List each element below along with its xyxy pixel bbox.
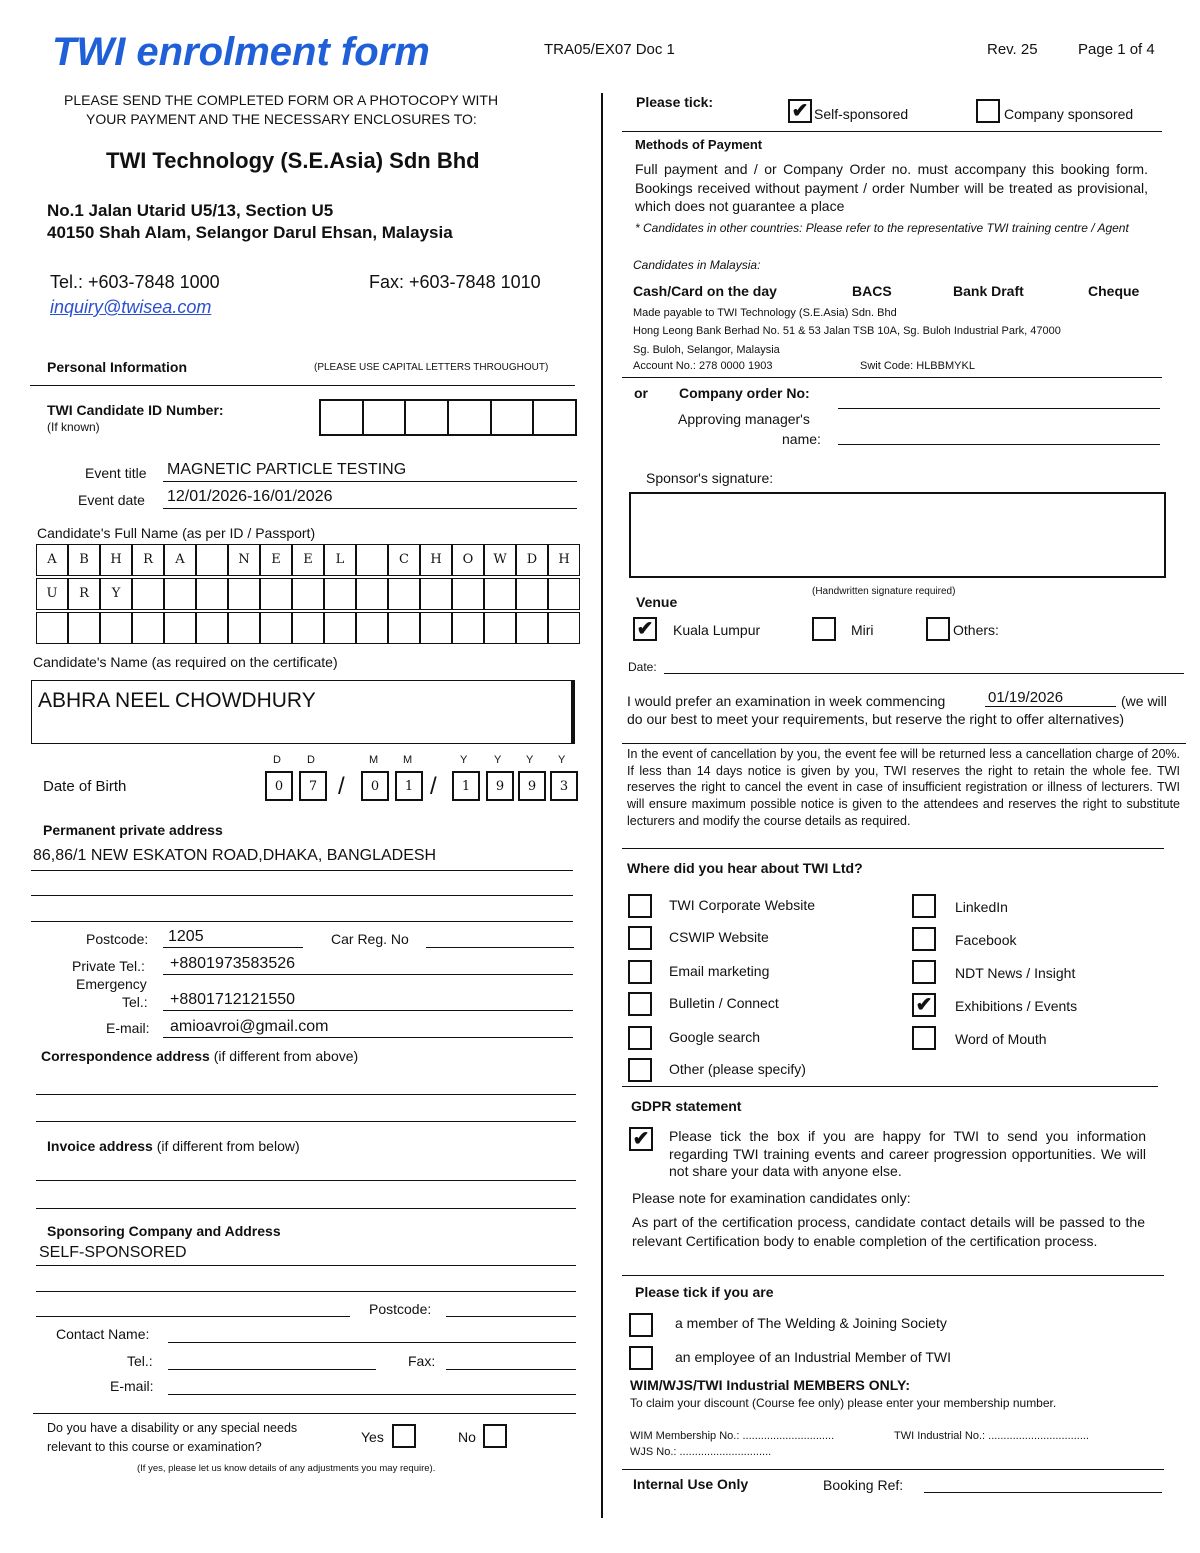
name-letter-cell[interactable] xyxy=(484,612,516,644)
hear-about-heading: Where did you hear about TWI Ltd? xyxy=(627,860,863,876)
name-letter-cell[interactable] xyxy=(196,578,228,610)
send-line-1: PLEASE SEND THE COMPLETED FORM OR A PHOTOCOPY WITH xyxy=(64,92,499,108)
sponsor-tel-label: Tel.: xyxy=(127,1353,153,1369)
name-letter-cell[interactable] xyxy=(196,612,228,644)
hear-source-checkbox[interactable] xyxy=(912,894,936,918)
send-line-2: YOUR PAYMENT AND THE NECESSARY ENCLOSURES TO: xyxy=(86,111,477,127)
name-letter-cell[interactable]: R xyxy=(68,578,100,610)
handwritten-note: (Handwritten signature required) xyxy=(812,586,956,597)
members-discount-text: To claim your discount (Course fee only) please enter your membership number. xyxy=(630,1396,1057,1410)
column-divider xyxy=(601,93,603,1518)
certification-text: As part of the certification process, candidate contact details will be passed to the relevant Certification body to enable completion of the certification process. xyxy=(632,1214,1145,1249)
name-letter-cell[interactable] xyxy=(452,578,484,610)
venue-kl-checkbox[interactable]: ✔ xyxy=(633,617,657,641)
bank-line-1: Made payable to TWI Technology (S.E.Asia) Sdn. Bhd xyxy=(633,307,897,319)
certificate-name-box[interactable] xyxy=(31,680,575,744)
dob-header-letter: Y xyxy=(526,754,534,766)
methods-of-payment-heading: Methods of Payment xyxy=(635,137,763,152)
dob-digit-cell[interactable]: 0 xyxy=(361,771,389,801)
name-letter-cell[interactable] xyxy=(164,612,196,644)
booking-ref-label: Booking Ref: xyxy=(823,1477,904,1493)
name-letter-cell[interactable] xyxy=(484,578,516,610)
exam-preference-text-3: do our best to meet your requirements, but reserve the right to offer alternatives) xyxy=(627,711,1124,727)
dob-separator: / xyxy=(430,773,437,800)
industrial-member-checkbox[interactable] xyxy=(629,1346,653,1370)
permanent-address-value[interactable]: 86,86/1 NEW ESKATON ROAD,DHAKA, BANGLADESH xyxy=(33,847,437,864)
bank-line-5: Swit Code: HLBBMYKL xyxy=(860,360,975,372)
malaysia-candidates-label: Candidates in Malaysia: xyxy=(633,258,761,272)
doc-ref: TRA05/EX07 Doc 1 xyxy=(544,41,675,58)
certificate-name-label: Candidate's Name (as required on the certificate) xyxy=(33,654,338,670)
yes-label: Yes xyxy=(361,1429,384,1445)
name-letter-cell[interactable]: C xyxy=(388,544,420,576)
revision: Rev. 25 xyxy=(987,41,1038,58)
sponsor-email-label: E-mail: xyxy=(110,1378,154,1394)
correspondence-address-label: Correspondence address (if different from above) xyxy=(41,1048,359,1064)
hear-source-label: CSWIP Website xyxy=(669,929,769,945)
dob-header-letter: Y xyxy=(494,754,502,766)
hear-source-checkbox[interactable] xyxy=(628,894,652,918)
sponsor-postcode-label: Postcode: xyxy=(369,1301,432,1317)
company-fax: Fax: +603-7848 1010 xyxy=(369,272,541,292)
name-letter-cell[interactable]: H xyxy=(100,544,132,576)
no-label: No xyxy=(458,1429,476,1445)
name-letter-cell[interactable]: Y xyxy=(100,578,132,610)
email-label: E-mail: xyxy=(106,1020,150,1036)
bank-line-4: Account No.: 278 0000 1903 xyxy=(633,360,773,372)
please-tick-label: Please tick: xyxy=(636,94,714,110)
bank-line-2: Hong Leong Bank Berhad No. 51 & 53 Jalan TSB 10A, Sg. Buloh Industrial Park, 47000 xyxy=(633,325,1061,337)
company-email-link[interactable]: inquiry@twisea.com xyxy=(50,297,212,317)
name-letter-cell[interactable] xyxy=(420,612,452,644)
name-letter-cell[interactable]: A xyxy=(36,544,68,576)
name-letter-cell[interactable]: E xyxy=(292,544,324,576)
venue-label: Venue xyxy=(636,594,678,610)
dob-digit-cell[interactable]: 9 xyxy=(486,771,514,801)
disability-no-checkbox[interactable] xyxy=(483,1424,507,1448)
name-letter-cell[interactable]: N xyxy=(228,544,260,576)
name-letter-cell[interactable] xyxy=(68,612,100,644)
postcode-label: Postcode: xyxy=(86,931,149,947)
disability-question-2: relevant to this course or examination? xyxy=(47,1440,262,1454)
company-tel: Tel.: +603-7848 1000 xyxy=(50,272,220,292)
capitals-note: (PLEASE USE CAPITAL LETTERS THROUGHOUT) xyxy=(314,362,549,373)
name-letter-cell[interactable]: B xyxy=(68,544,100,576)
dob-digit-cell[interactable]: 7 xyxy=(299,771,327,801)
dob-digit-cell[interactable]: 1 xyxy=(395,771,423,801)
name-letter-cell[interactable]: A xyxy=(164,544,196,576)
company-address-2: 40150 Shah Alam, Selangor Darul Ehsan, Malaysia xyxy=(47,223,453,242)
page-number: Page 1 of 4 xyxy=(1078,41,1155,58)
name-letter-cell[interactable] xyxy=(164,578,196,610)
sponsor-signature-box[interactable] xyxy=(629,492,1166,578)
hear-source-label: Word of Mouth xyxy=(955,1031,1047,1047)
hear-source-label: LinkedIn xyxy=(955,899,1008,915)
industrial-member-label: an employee of an Industrial Member of TWI xyxy=(675,1349,951,1365)
name-letter-cell[interactable] xyxy=(324,612,356,644)
name-letter-cell[interactable] xyxy=(196,544,228,576)
name-letter-cell[interactable] xyxy=(260,612,292,644)
name-letter-cell[interactable] xyxy=(36,612,68,644)
name-letter-cell[interactable] xyxy=(132,612,164,644)
name-letter-cell[interactable]: L xyxy=(324,544,356,576)
name-letter-cell[interactable] xyxy=(292,578,324,610)
venue-miri-checkbox[interactable] xyxy=(812,617,836,641)
sponsoring-company-value[interactable]: SELF-SPONSORED xyxy=(39,1244,187,1261)
dob-digit-cell[interactable]: 9 xyxy=(518,771,546,801)
gdpr-heading: GDPR statement xyxy=(631,1098,742,1114)
name-letter-cell[interactable] xyxy=(548,578,580,610)
postcode-value[interactable]: 1205 xyxy=(168,928,204,945)
hear-source-label: Bulletin / Connect xyxy=(669,995,779,1011)
name-letter-cell[interactable] xyxy=(516,578,548,610)
disability-question-1: Do you have a disability or any special needs xyxy=(47,1421,298,1435)
exam-note-label: Please note for examination candidates only: xyxy=(632,1190,911,1206)
name-letter-cell[interactable] xyxy=(388,578,420,610)
event-title-value[interactable]: MAGNETIC PARTICLE TESTING xyxy=(167,461,407,478)
tick-if-heading: Please tick if you are xyxy=(635,1284,774,1300)
hear-source-label: Email marketing xyxy=(669,963,770,979)
venue-miri-label: Miri xyxy=(851,622,874,638)
name-letter-cell[interactable]: E xyxy=(260,544,292,576)
other-countries-note: * Candidates in other countries: Please refer to the representative TWI training centre / Agent xyxy=(635,221,1129,235)
venue-others-checkbox[interactable] xyxy=(926,617,950,641)
emergency-label-1: Emergency xyxy=(76,976,147,992)
event-title-label: Event title xyxy=(85,465,147,481)
hear-source-label: Other (please specify) xyxy=(669,1061,806,1077)
sponsoring-company-label: Sponsoring Company and Address xyxy=(47,1223,281,1239)
wjs-number-field[interactable]: WJS No.: .............................. xyxy=(630,1446,772,1458)
dob-digit-cell[interactable]: 3 xyxy=(550,771,578,801)
members-only-heading: WIM/WJS/TWI Industrial MEMBERS ONLY: xyxy=(630,1377,910,1393)
dob-digit-cell[interactable]: 1 xyxy=(452,771,480,801)
name-letter-cell[interactable] xyxy=(132,578,164,610)
name-letter-cell[interactable] xyxy=(228,578,260,610)
if-known-note: (If known) xyxy=(47,420,100,434)
company-order-label: Company order No: xyxy=(679,385,810,401)
pay-cash-option: Cash/Card on the day xyxy=(633,283,777,299)
approving-manager-label-1: Approving manager's xyxy=(678,411,810,427)
emergency-label-2: Tel.: xyxy=(122,994,148,1010)
contact-name-label: Contact Name: xyxy=(56,1326,150,1342)
private-tel-value[interactable]: +8801973583526 xyxy=(170,955,296,972)
twi-industrial-field[interactable]: TWI Industrial No.: ................................. xyxy=(894,1430,1089,1442)
name-letter-cell[interactable] xyxy=(356,578,388,610)
gdpr-text: Please tick the box if you are happy for TWI to send you information regarding TWI training events and career progression opportunities. We will not share your data with anyone else. xyxy=(669,1128,1146,1179)
name-letter-cell[interactable] xyxy=(260,578,292,610)
self-sponsored-label: Self-sponsored xyxy=(814,106,909,122)
dob-header-letter: Y xyxy=(558,754,566,766)
dob-separator: / xyxy=(338,773,345,800)
name-letter-cell[interactable]: H xyxy=(548,544,580,576)
internal-use-label: Internal Use Only xyxy=(633,1476,749,1492)
name-letter-cell[interactable] xyxy=(356,544,388,576)
name-letter-cell[interactable] xyxy=(388,612,420,644)
name-letter-cell[interactable] xyxy=(452,612,484,644)
name-letter-cell[interactable] xyxy=(228,612,260,644)
dob-header-letter: Y xyxy=(460,754,468,766)
exam-week-value[interactable]: 01/19/2026 xyxy=(988,689,1064,706)
dob-header-letter: D xyxy=(307,754,315,766)
hear-source-checkbox[interactable] xyxy=(628,960,652,984)
hear-source-checkbox[interactable]: ✔ xyxy=(912,993,936,1017)
wjs-member-label: a member of The Welding & Joining Society xyxy=(675,1315,947,1331)
company-address-1: No.1 Jalan Utarid U5/13, Section U5 xyxy=(47,201,334,220)
event-date-label: Event date xyxy=(78,492,145,508)
email-value[interactable]: amioavroi@gmail.com xyxy=(170,1018,329,1035)
exam-preference-text-1: I would prefer an examination in week commencing xyxy=(627,693,946,709)
sponsor-fax-label: Fax: xyxy=(408,1353,436,1369)
pay-cheque-option: Cheque xyxy=(1088,283,1140,299)
hear-source-label: Exhibitions / Events xyxy=(955,998,1078,1014)
pay-draft-option: Bank Draft xyxy=(953,283,1024,299)
hear-source-checkbox[interactable] xyxy=(628,1026,652,1050)
car-reg-label: Car Reg. No xyxy=(331,931,409,947)
company-sponsored-checkbox[interactable] xyxy=(976,99,1000,123)
invoice-address-label: Invoice address (if different from below) xyxy=(47,1138,300,1154)
name-letter-cell[interactable] xyxy=(324,578,356,610)
dob-header-letter: D xyxy=(273,754,281,766)
name-letter-cell[interactable] xyxy=(100,612,132,644)
permanent-address-label: Permanent private address xyxy=(43,822,223,838)
hear-source-checkbox[interactable] xyxy=(628,992,652,1016)
hear-source-label: NDT News / Insight xyxy=(955,965,1076,981)
dob-header-letter: M xyxy=(403,754,413,766)
name-letter-cell[interactable]: H xyxy=(420,544,452,576)
self-sponsored-checkbox[interactable]: ✔ xyxy=(788,99,812,123)
hear-source-label: Google search xyxy=(669,1029,761,1045)
form-title: TWI enrolment form xyxy=(52,30,430,74)
hear-source-label: Facebook xyxy=(955,932,1017,948)
hear-source-checkbox[interactable] xyxy=(628,1058,652,1082)
event-date-value[interactable]: 12/01/2026-16/01/2026 xyxy=(167,488,333,505)
gdpr-checkbox[interactable]: ✔ xyxy=(629,1127,653,1151)
hear-source-checkbox[interactable] xyxy=(912,960,936,984)
hear-source-checkbox[interactable] xyxy=(912,927,936,951)
approving-manager-label-2: name: xyxy=(782,431,821,447)
venue-others-label: Others: xyxy=(953,622,999,638)
cancellation-policy-text: In the event of cancellation by you, the event fee will be returned less a cancellation charge of 20%. If less than 14 days notice is given by you, TWI reserves the right to retain the whole fee. TWI reserves the right to cancel the event in case of insufficient registration or illness of lecturers. TWI will ensure maximum possible notice is given to the attendees and reserves the right to substitute lecturers and modify the course details as required. xyxy=(627,747,1180,828)
name-letter-cell[interactable]: O xyxy=(452,544,484,576)
name-letter-cell[interactable] xyxy=(516,612,548,644)
sponsor-signature-label: Sponsor's signature: xyxy=(646,470,774,486)
bank-line-3: Sg. Buloh, Selangor, Malaysia xyxy=(633,344,780,356)
methods-of-payment-text: Full payment and / or Company Order no. must accompany this booking form. Bookings received without payment / order Number will be treated as provisional, which does not guarantee a place xyxy=(635,161,1148,214)
name-letter-cell[interactable] xyxy=(548,612,580,644)
private-tel-label: Private Tel.: xyxy=(72,958,145,974)
exam-preference-text-2: (we will xyxy=(1121,693,1167,709)
or-label: or xyxy=(634,385,648,401)
certificate-name-value: ABHRA NEEL CHOWDHURY xyxy=(38,689,316,712)
hear-source-checkbox[interactable] xyxy=(912,1026,936,1050)
name-letter-cell[interactable] xyxy=(356,612,388,644)
disability-yes-checkbox[interactable] xyxy=(392,1424,416,1448)
date-label: Date: xyxy=(628,660,657,674)
name-letter-cell[interactable]: R xyxy=(132,544,164,576)
name-letter-cell[interactable] xyxy=(292,612,324,644)
dob-header-letter: M xyxy=(369,754,379,766)
disability-note: (If yes, please let us know details of any adjustments you may require). xyxy=(137,1463,436,1474)
name-letter-cell[interactable]: W xyxy=(484,544,516,576)
personal-info-heading: Personal Information xyxy=(47,359,188,375)
wim-membership-field[interactable]: WIM Membership No.: .............................. xyxy=(630,1430,835,1442)
emergency-tel-value[interactable]: +8801712121550 xyxy=(170,991,296,1008)
hear-source-label: TWI Corporate Website xyxy=(669,897,816,913)
company-sponsored-label: Company sponsored xyxy=(1004,106,1134,122)
full-name-label: Candidate's Full Name (as per ID / Passport) xyxy=(37,525,316,541)
dob-label: Date of Birth xyxy=(43,778,127,795)
hear-source-checkbox[interactable] xyxy=(628,926,652,950)
company-name: TWI Technology (S.E.Asia) Sdn Bhd xyxy=(106,148,480,173)
name-letter-cell[interactable] xyxy=(420,578,452,610)
venue-kl-label: Kuala Lumpur xyxy=(673,622,761,638)
pay-bacs-option: BACS xyxy=(852,283,892,299)
name-letter-cell[interactable]: U xyxy=(36,578,68,610)
wjs-member-checkbox[interactable] xyxy=(629,1313,653,1337)
name-letter-cell[interactable]: D xyxy=(516,544,548,576)
dob-digit-cell[interactable]: 0 xyxy=(265,771,293,801)
candidate-id-boxes[interactable] xyxy=(319,399,577,436)
candidate-id-label: TWI Candidate ID Number: xyxy=(47,402,224,418)
